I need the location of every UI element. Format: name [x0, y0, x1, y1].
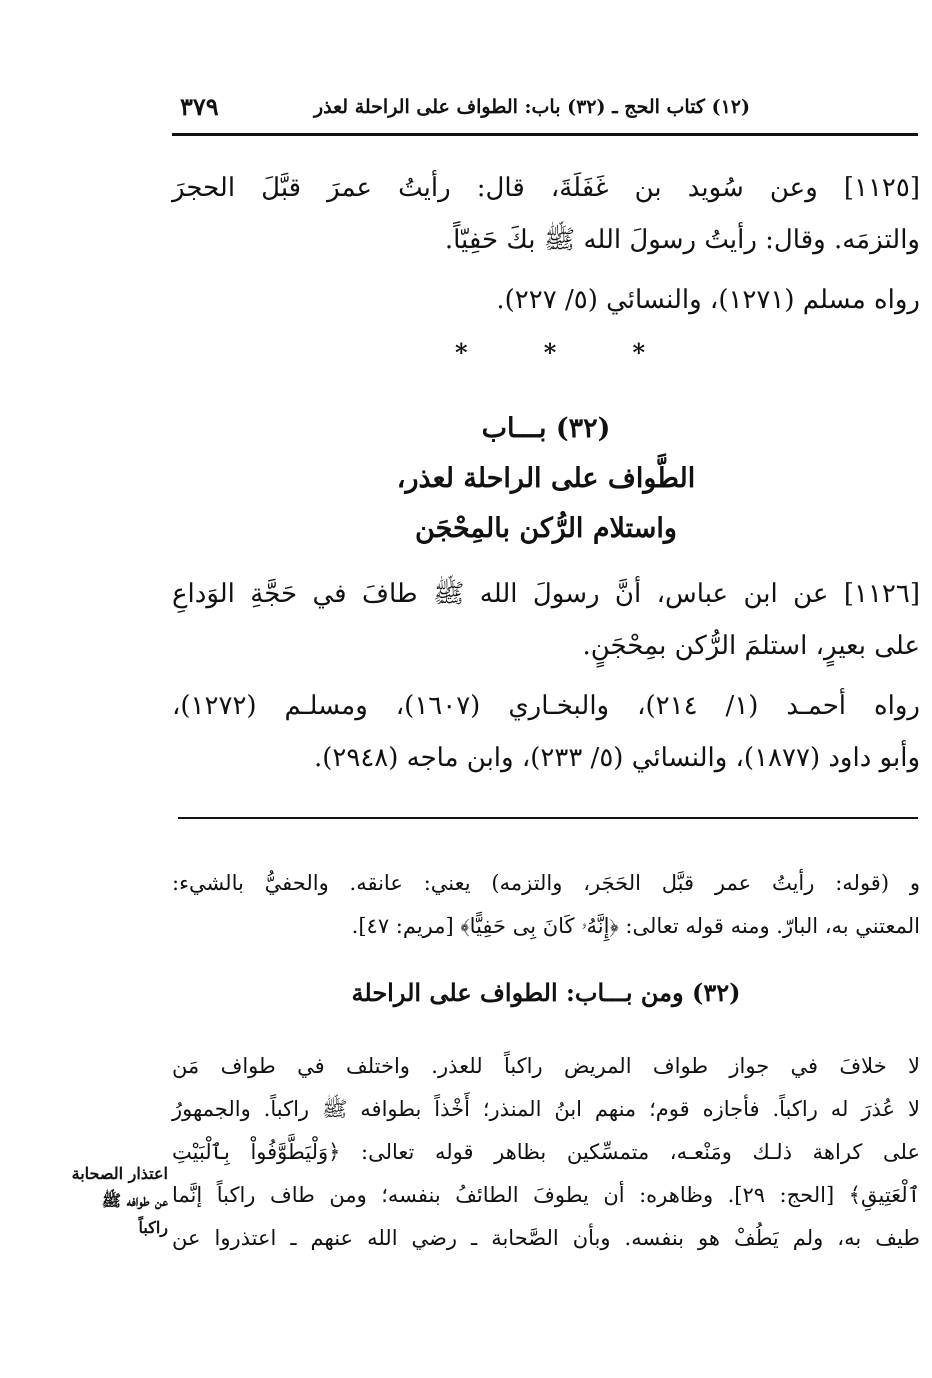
page-number: ٣٧٩: [180, 92, 219, 121]
hadith-1126: [172, 568, 920, 672]
hadith-1125-line-2: والتزمَه. وقال: رأيتُ رسولَ الله ﷺ بكَ حَفِيّاً.: [444, 225, 920, 255]
chapter-title-line-1: الطَّواف على الراحلة لعذر،: [396, 463, 696, 494]
hadith-1125-source: [172, 274, 920, 326]
chapter-heading: [172, 404, 920, 554]
separator-star: *: [543, 338, 557, 367]
hadith-1126-source-line-1: رواه أحمـد (١/ ٢١٤)، والبخـاري (١٦٠٧)، ومسلـم (١٢٧٢)،: [172, 691, 920, 721]
commentary-note-2: [172, 1045, 920, 1260]
hadith-1125-line-1: [١١٢٥] وعن سُويد بن غَفَلَةَ، قال: رأيتُ عمرَ قبَّلَ الحجرَ: [172, 173, 920, 203]
margin-note-line-3: راكباً: [138, 1218, 168, 1237]
star-separator: [455, 338, 645, 367]
margin-note: [18, 1160, 168, 1241]
hadith-1125: [172, 162, 920, 266]
separator-star: *: [455, 338, 468, 367]
commentary-note-2-line-3: على كراهة ذلـك ومَنْعـه، متمسِّكين بظاهر قوله تعالى: ﴿وَلْيَطَّوَّفُواْ بِٱلْبَيْتِ: [172, 1140, 920, 1164]
separator-star: *: [632, 338, 645, 367]
commentary-note-1-line-2: المعتني به، البارّ. ومنه قوله تعالى: ﴿إِنَّهُۥ كَانَ بِى حَفِيًّا﴾ [مريم: ٤٧].: [351, 914, 920, 938]
margin-note-line-2: عن طوافه ﷺ: [101, 1191, 168, 1210]
header-title: (١٢) كتاب الحج ـ (٣٢) باب: الطواف على الراحلة لعذر: [313, 96, 750, 118]
hadith-1125-source-line: رواه مسلم (١٢٧١)، والنسائي (٥/ ٢٢٧).: [496, 285, 920, 315]
running-header: [172, 92, 920, 128]
commentary-note-2-line-1: لا خلافَ في جواز طواف المريض راكباً للعذر. واختلف في طواف مَن: [172, 1054, 921, 1078]
hadith-1126-line-2: على بعيرٍ، استلمَ الرُّكن بمِحْجَنٍ.: [582, 631, 920, 661]
header-divider: [172, 133, 918, 136]
commentary-note-1: [172, 862, 920, 948]
commentary-note-2-line-5: طيف به، ولم يَطُفْ هو بنفسه. وبأن الصَّحابة ـ رضي الله عنهم ـ اعتذروا عن: [172, 1226, 920, 1250]
hadith-1126-source-line-2: وأبو داود (١٨٧٧)، والنسائي (٥/ ٢٣٣)، وابن ماجه (٢٩٤٨).: [313, 743, 920, 773]
footnote-divider: [178, 817, 918, 819]
commentary-note-2-line-2: لا عُذرَ له راكباً. فأجازه قوم؛ منهم ابنُ المنذر؛ أَخْذاً بطوافه ﷺ راكباً. والجمهورُ: [172, 1097, 920, 1121]
commentary-note-2-line-4: ٱلْعَتِيقِ﴾ [الحج: ٢٩]. وظاهره: أن يطوفَ الطائفُ بنفسه؛ ومن طاف راكباً إنَّما: [172, 1183, 921, 1207]
commentary-note-1-line-1: و (قوله: رأيتُ عمر قبَّل الحَجَر، والتزمه) يعني: عانقه. والحفيُّ بالشيء:: [172, 871, 920, 895]
margin-note-line-1: اعتذار الصحابة: [71, 1164, 168, 1183]
commentary-subheading: (٣٢) ومن بـــاب: الطواف على الراحلة: [351, 978, 741, 1007]
chapter-title-line-2: واستلام الرُّكن بالمِحْجَن: [415, 513, 677, 544]
hadith-1126-source: [172, 680, 920, 784]
hadith-1126-line-1: [١١٢٦] عن ابن عباس، أنَّ رسولَ الله ﷺ طافَ في حَجَّةِ الوَداعِ: [172, 579, 920, 609]
chapter-number: (٣٢) بـــاب: [481, 413, 611, 444]
